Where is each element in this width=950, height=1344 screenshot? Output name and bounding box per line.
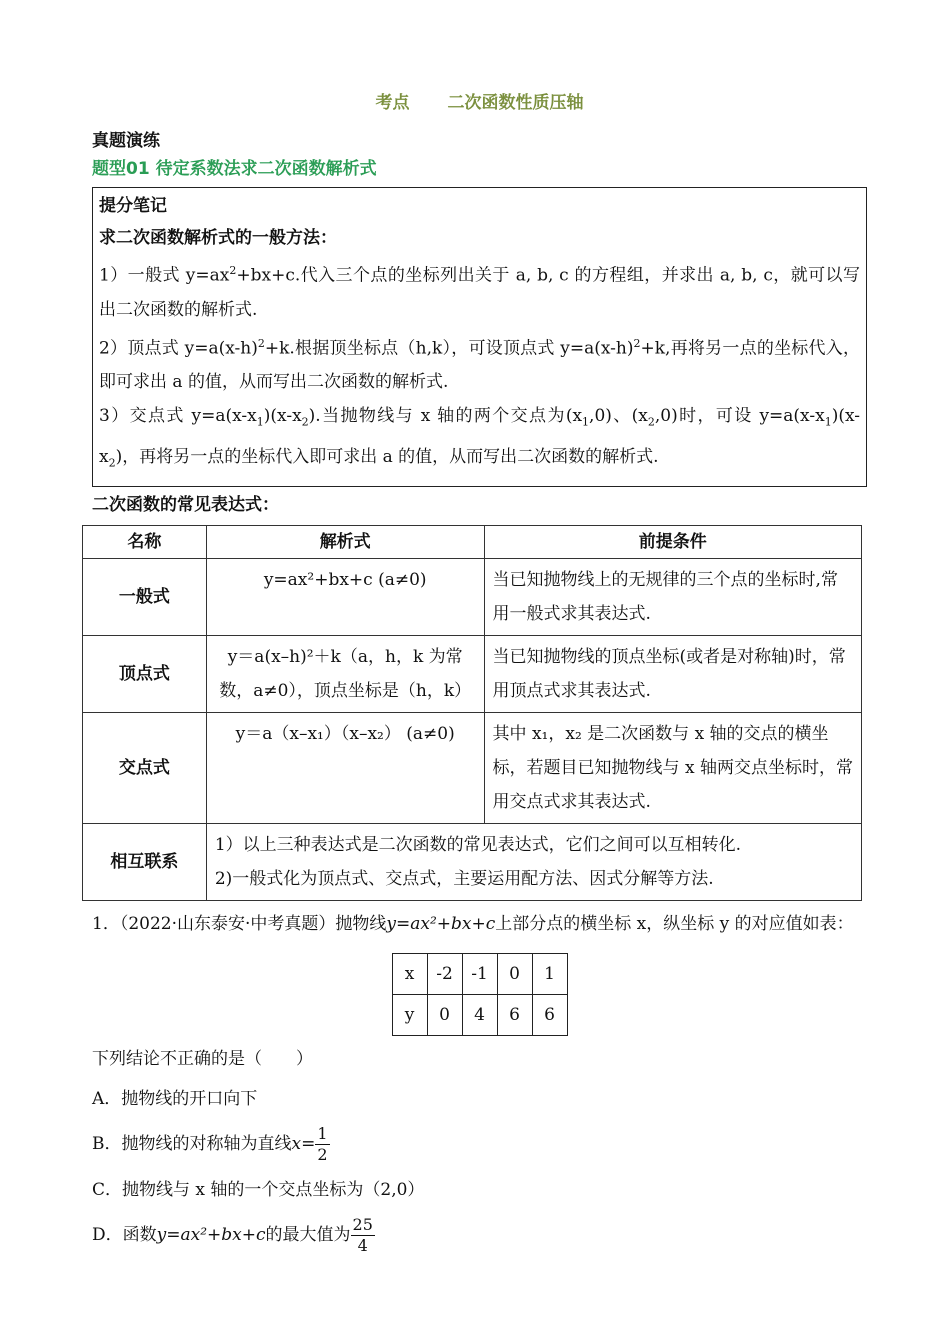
x-label: x <box>392 954 427 995</box>
forms-header-row <box>83 526 862 559</box>
question-number: 1． <box>92 914 120 935</box>
relation-cell <box>206 824 861 901</box>
row-condition: 其中 x₁，x₂ 是二次函数与 x 轴的交点的横坐标，若题目已知抛物线与 x 轴两交点坐标时，常用交点式求其表达式. <box>484 713 861 824</box>
row-name: 顶点式 <box>83 636 207 713</box>
title-part1: 考点 <box>375 93 410 113</box>
option-a[interactable]: A．抛物线的开口向下 <box>92 1089 258 1110</box>
y-value: 4 <box>462 995 497 1036</box>
option-c[interactable]: C．抛物线与 x 轴的一个交点坐标为（2,0） <box>92 1180 425 1201</box>
forms-heading: 二次函数的常见表达式： <box>92 495 279 516</box>
method-general: 1）一般式 $y=ax^2+bx+c$.代入三个点的坐标列出关于 a, b, c 的方程组，并求出 a, b, c，就可以写出二次函数的解析式. <box>99 264 860 320</box>
question-source: （2022·山东泰安·中考真题）抛物线 <box>119 914 387 935</box>
row-formula: y＝a（x–x₁）（x–x₂） (a≠0) <box>206 713 484 824</box>
forms-table <box>82 525 862 901</box>
x-value: -1 <box>462 954 497 995</box>
question-1 <box>92 907 867 941</box>
section-heading: 真题演练 <box>92 131 160 151</box>
question-formula: y=ax²+bx+c <box>386 914 496 935</box>
document-page <box>92 88 867 1256</box>
row-formula: y＝a(x–h)²＋k（a，h，k 为常数，a≠0），顶点坐标是（h，k） <box>206 636 484 713</box>
x-value: -2 <box>427 954 462 995</box>
row-condition: 当已知抛物线上的无规律的三个点的坐标时,常用一般式求其表达式. <box>484 559 861 636</box>
y-value: 0 <box>427 995 462 1036</box>
relation-line-1: 1）以上三种表达式是二次函数的常见表达式，它们之间可以互相转化. <box>214 835 742 856</box>
x-row <box>392 954 567 995</box>
header-name: 名称 <box>83 526 207 559</box>
y-row <box>392 995 567 1036</box>
row-condition: 当已知抛物线的顶点坐标(或者是对称轴)时，常用顶点式求其表达式. <box>484 636 861 713</box>
row-formula: y=ax²+bx+c (a≠0) <box>206 559 484 636</box>
y-value: 6 <box>532 995 567 1036</box>
row-name: 交点式 <box>83 713 207 824</box>
header-condition: 前提条件 <box>484 526 861 559</box>
question-prompt: 下列结论不正确的是（ ） <box>92 1049 313 1070</box>
question-text: 上部分点的横坐标 x，纵坐标 y 的对应值如表： <box>495 914 854 935</box>
x-value: 1 <box>532 954 567 995</box>
fraction-one-half: $\frac{1}{2}$ <box>317 1124 328 1165</box>
title-part2: 二次函数性质压轴 <box>447 93 584 113</box>
table-row <box>83 824 862 901</box>
option-b[interactable]: B．抛物线的对称轴为直线x= $\frac{1}{2}$ <box>92 1124 328 1165</box>
fraction-25-4: $\frac{25}{4}$ <box>352 1215 373 1256</box>
row-name: 一般式 <box>83 559 207 636</box>
table-row <box>83 713 862 824</box>
table-row <box>83 636 862 713</box>
y-value: 6 <box>497 995 532 1036</box>
method-intercept: 3）交点式 $y=a(x-x_1)(x-x_2)$.当抛物线与 x 轴的两个交点为$(x_1,0)$、$(x_2,0)$时，可设 $y=a(x-x_1)(x-x_2)$，再将另一点的坐标代入即可求出 a 的值，从而写出二次函数的解析式. <box>99 406 860 470</box>
notes-box <box>92 187 867 487</box>
method-vertex: 2）顶点式 $y=a(x-h)^2+k$.根据顶坐标点（h,k），可设顶点式 $y=a(x-h)^2+k$,再将另一点的坐标代入，即可求出 a 的值，从而写出二次函数的解析式. <box>99 336 861 393</box>
table-row <box>83 559 862 636</box>
x-value: 0 <box>497 954 532 995</box>
values-table <box>392 953 568 1036</box>
option-d[interactable]: D．函数y=ax²+bx+c的最大值为 $\frac{25}{4}$ <box>92 1215 373 1256</box>
relation-name: 相互联系 <box>83 824 207 901</box>
header-formula: 解析式 <box>206 526 484 559</box>
method-heading: 求二次函数解析式的一般方法： <box>99 228 337 248</box>
page-title <box>92 88 867 113</box>
notes-heading: 提分笔记 <box>99 196 167 216</box>
type-heading: 题型01 待定系数法求二次函数解析式 <box>92 159 377 179</box>
y-label: y <box>392 995 427 1036</box>
relation-line-2: 2)一般式化为顶点式、交点式，主要运用配方法、因式分解等方法. <box>214 869 714 890</box>
